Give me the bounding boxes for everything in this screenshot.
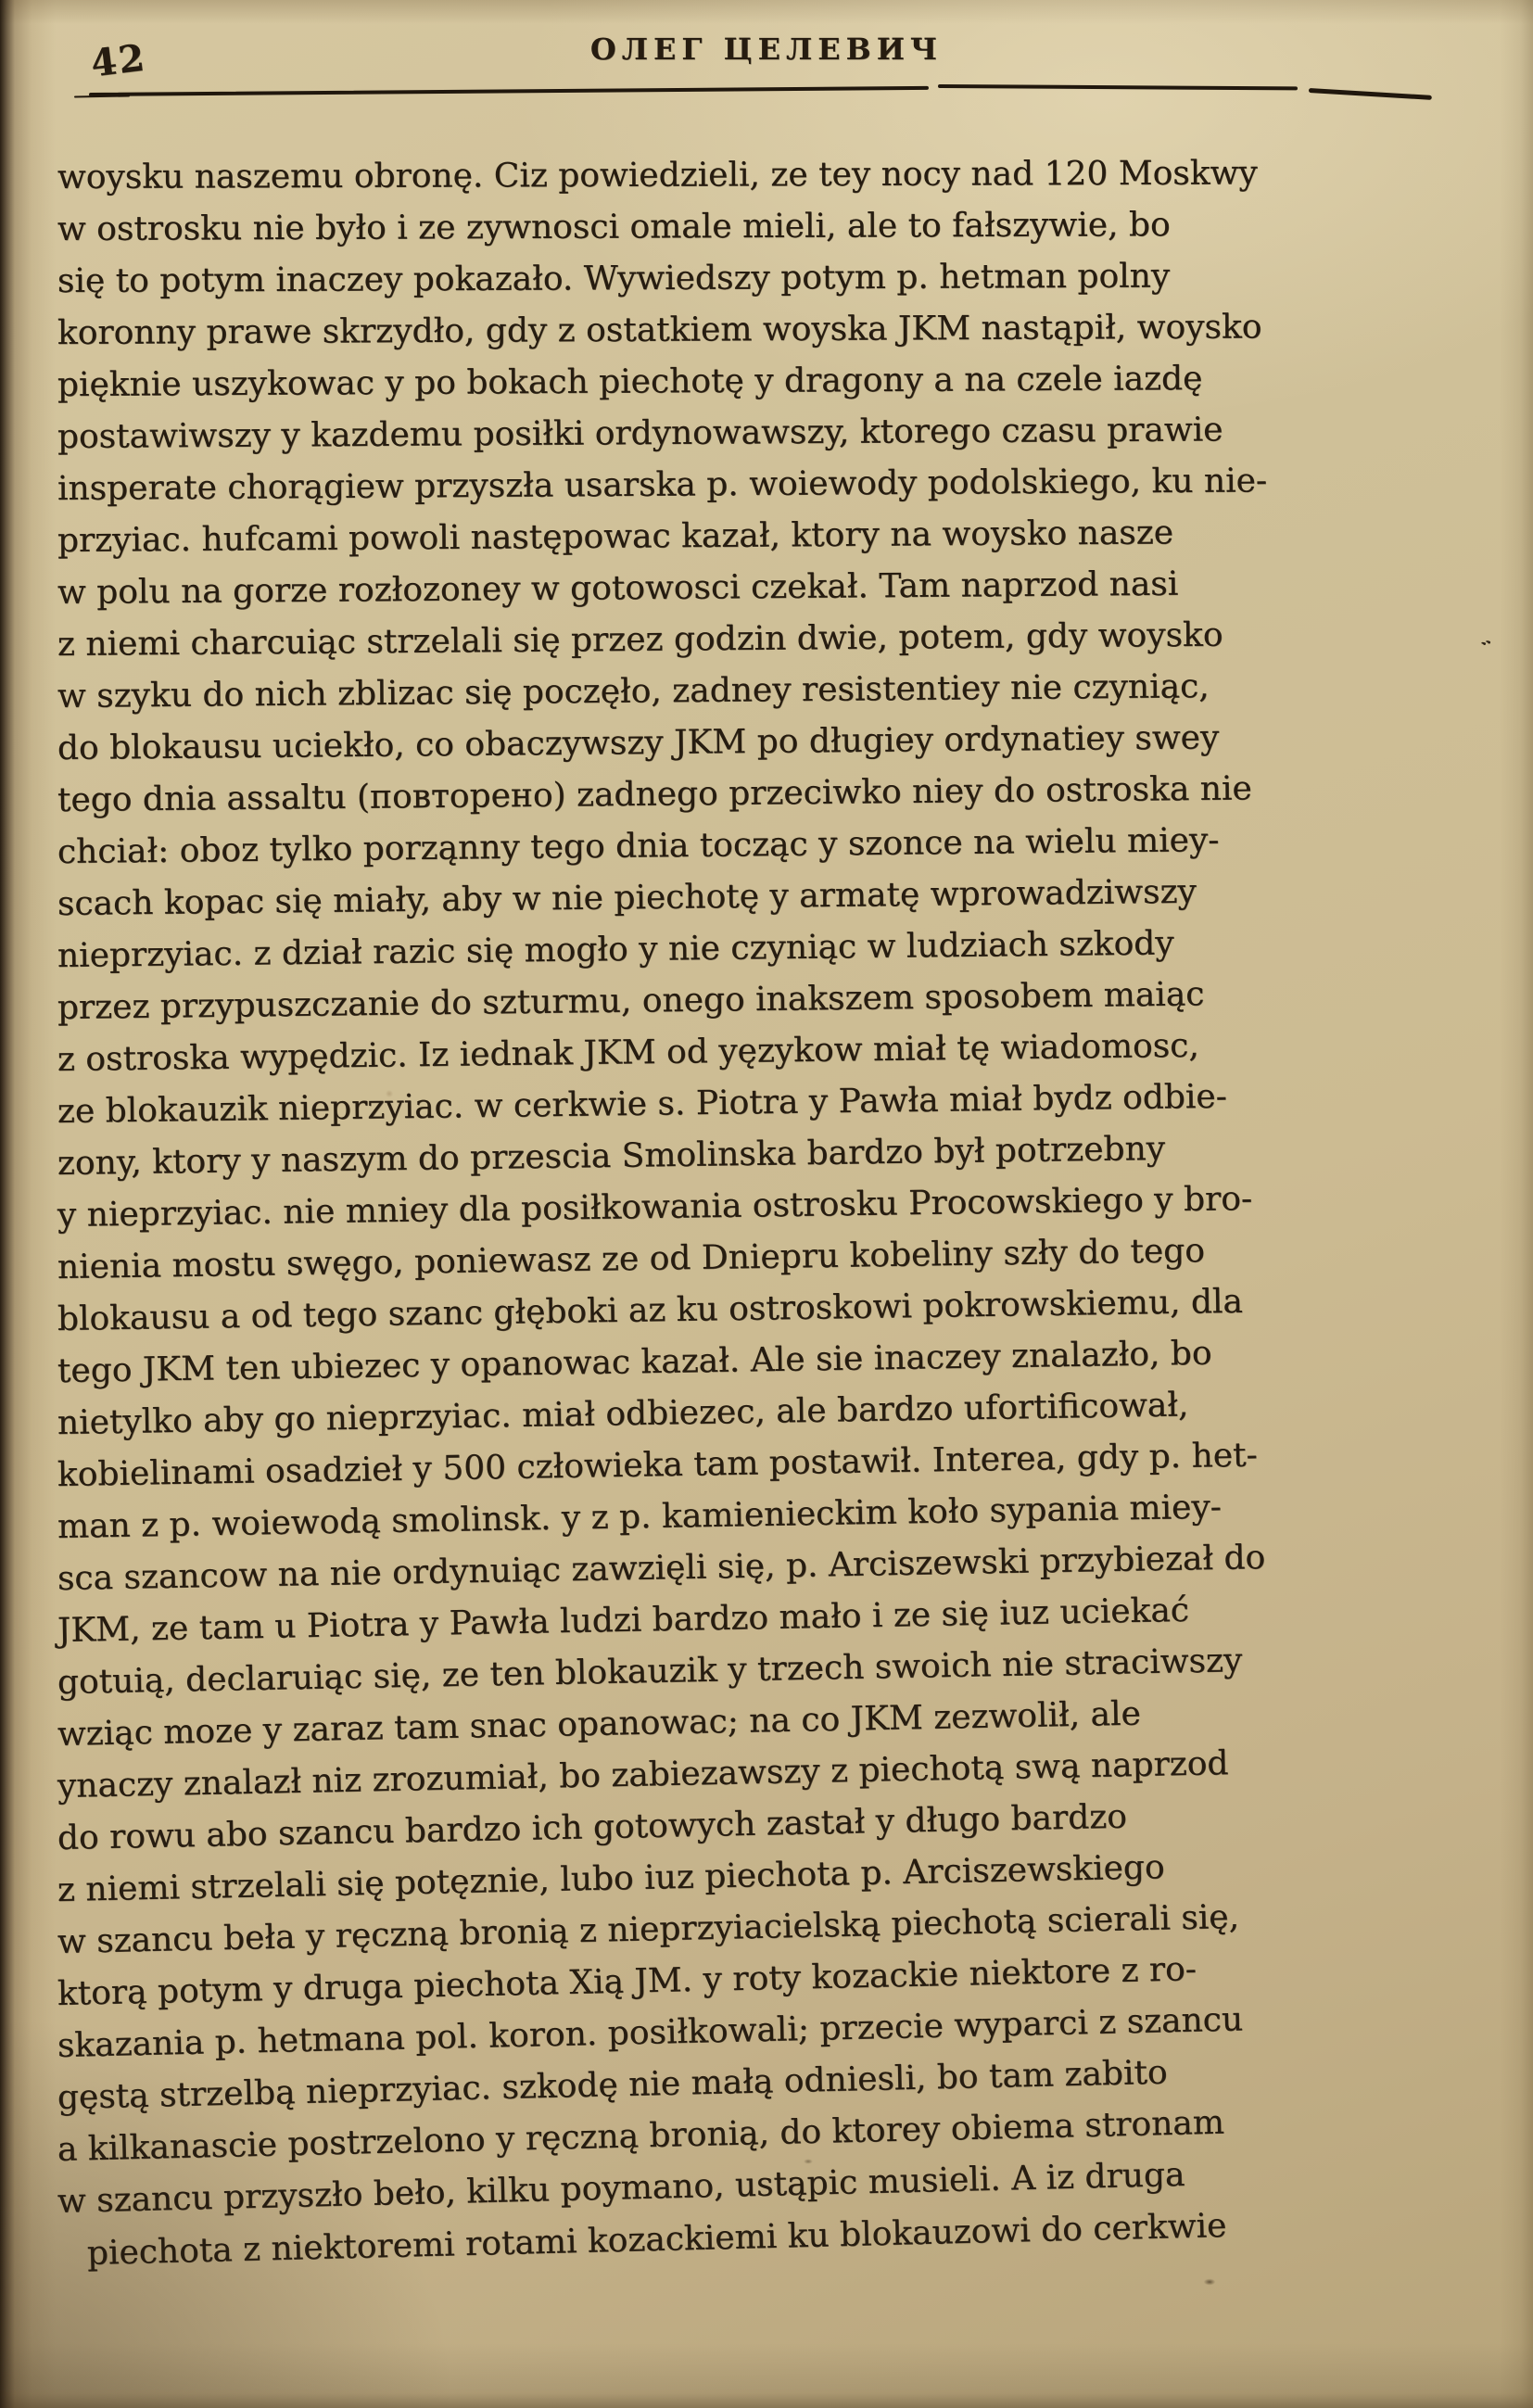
text-line: a kilkanascie postrzelono y ręczną bronią, do ktorey obiema stronam [57,2103,1225,2169]
text-line: z niemi charcuiąc strzelali się przez godzin dwie, potem, gdy woysko [57,615,1223,664]
text-line: przyiac. hufcami powoli następowac kazał, ktory na woysko nasze [57,513,1174,560]
text-line: pięknie uszykowac y po bokach piechotę y dragony a na czele iazdę [57,360,1203,404]
text-line: w szancu beła y ręczną bronią z nieprzyiacielską piechotą scierali się, [57,1897,1240,1961]
text-line: scach kopac się miały, aby w nie piechotę y armatę wprowadziwszy [57,872,1197,923]
header-rule-segment [89,86,929,96]
text-line: gotuią, declaruiąc się, ze ten blokauzik y trzech swoich nie straciwszy [57,1641,1243,1702]
text-line: tego dnia assaltu (повторено) zadnego przeciwko niey do ostroska nie [57,769,1253,819]
text-line: man z p. woiewodą smolinsk. y z p. kamienieckim koło sypania miey- [57,1488,1223,1546]
page-number: 42 [88,35,149,86]
text-line: do blokausu uciekło, co obaczywszy JKM po długiey ordynatiey swey [57,718,1220,767]
text-line: nienia mostu swęgo, poniewasz ze od Dniepru kobeliny szły do tego [57,1232,1206,1286]
text-line: insperate chorągiew przyszła usarska p. woiewody podolskiego, ku nie- [57,462,1268,508]
text-line: gęstą strzelbą nieprzyiac. szkodę nie małą odniesli, bo tam zabito [57,2053,1169,2117]
text-line: blokausu a od tego szanc głęboki az ku ostroskowi pokrowskiemu, dla [57,1282,1244,1338]
text-line: y nieprzyiac. nie mniey dla posiłkowania ostrosku Procowskiego y bro- [57,1180,1253,1235]
text-line: kobielinami osadzieł y 500 człowieka tam postawił. Interea, gdy p. het- [57,1436,1259,1494]
running-header-title: ОЛЕГ ЦЕЛЕВИЧ [589,32,944,67]
text-line: ynaczy znalazł niz zrozumiał, bo zabiezawszy z piechotą swą naprzod [57,1744,1229,1806]
header-rule [0,78,1533,115]
text-line: ktorą potym y druga piechota Xią JM. y roty kozackie niektore z ro- [57,1950,1197,2013]
text-line: ze blokauzik nieprzyiac. w cerkwie s. Piotra y Pawła miał bydz odbie- [57,1077,1228,1131]
text-line: w szancu przyszło beło, kilku poymano, ustąpic musieli. A iz druga [57,2155,1185,2221]
body-text [57,152,1432,2280]
text-line: tego JKM ten ubiezec y opanowac kazał. Ale sie inaczey znalazło, bo [57,1334,1212,1390]
text-line: koronny prawe skrzydło, gdy z ostatkiem woyska JKM nastąpił, woysko [57,308,1262,352]
margin-ink-mark: ᆢ [1471,628,1498,661]
text-line: w szyku do nich zblizac się poczęło, zadney resistentiey nie czyniąc, [57,667,1210,716]
text-line: w polu na gorze rozłozoney w gotowosci czekał. Tam naprzod nasi [57,564,1179,612]
text-line: zony, ktory y naszym do przescia Smolinska bardzo był potrzebny [57,1129,1166,1183]
text-line: z ostroska wypędzic. Iz iednak JKM od yęzykow miał tę wiadomosc, [57,1026,1200,1079]
text-line: w ostrosku nie było i ze zywnosci omale mieli, ale to fałszywie, bo [57,206,1171,248]
text-line: chciał: oboz tylko porząnny tego dnia tocząc y szonce na wielu miey- [57,821,1220,871]
text-line: nieprzyiac. z dział razic się mogło y nie czyniąc w ludziach szkody [57,924,1174,975]
text-line: sca szancow na nie ordynuiąc zawzięli się, p. Arciszewski przybiezał do [57,1539,1266,1598]
text-line: piechota z niektoremi rotami kozackiemi ku blokauzowi do cerkwie [86,2206,1227,2273]
text-line: się to potym inaczey pokazało. Wywiedszy potym p. hetman polny [57,257,1171,300]
header-rule-segment [1309,88,1432,100]
text-line: nietylko aby go nieprzyiac. miał odbiezec, ale bardzo ufortificował, [57,1386,1189,1442]
text-line: postawiwszy y kazdemu posiłki ordynowawszy, ktorego czasu prawie [57,411,1223,456]
text-line: JKM, ze tam u Piotra y Pawła ludzi bardzo mało i ze się iuz uciekać [57,1591,1190,1650]
text-line: skazania p. hetmana pol. koron. posiłkowali; przecie wyparci z szancu [57,2000,1244,2065]
text-line: z niemi strzelali się potęznie, lubo iuz piechota p. Arciszewskiego [57,1848,1166,1909]
text-line: wziąc moze y zaraz tam snac opanowac; na co JKM zezwolił, ale [57,1694,1142,1754]
text-line: woysku naszemu obronę. Ciz powiedzieli, ze tey nocy nad 120 Moskwy [57,154,1258,196]
header-rule-segment [938,84,1298,90]
text-line: przez przypuszczanie do szturmu, onego inakszem sposobem maiąc [57,975,1205,1027]
text-line: do rowu abo szancu bardzo ich gotowych zastał y długo bardzo [57,1797,1128,1857]
